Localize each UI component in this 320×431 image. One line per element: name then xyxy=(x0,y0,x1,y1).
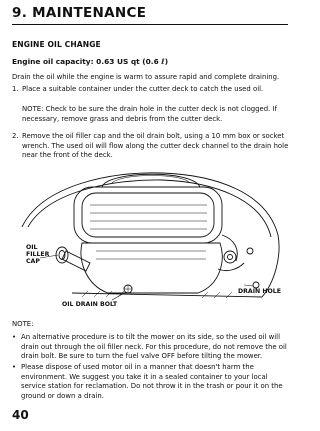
engine-drawing xyxy=(12,165,288,313)
note-bullet: An alternative procedure is to tilt the mower on its side, so the used oil will drain out through the oil filler neck. For this procedure, do not remove the oil drain bolt. Be sure to turn the fuel valve OFF before tilting the mower. xyxy=(21,333,287,361)
capacity-close: ) xyxy=(164,57,169,66)
label-filler: FILLER xyxy=(26,251,50,258)
engine-illustration xyxy=(12,165,288,313)
title-rule xyxy=(12,24,288,25)
label-oil: OIL xyxy=(26,244,38,251)
capacity-label: Engine oil capacity: 0.63 US qt (0.6 xyxy=(12,57,162,66)
oil-capacity xyxy=(12,57,168,66)
intro-paragraph: Drain the oil while the engine is warm to assure rapid and complete draining. xyxy=(12,73,280,81)
heading-engine-oil-change: ENGINE OIL CHANGE xyxy=(12,40,101,49)
label-oil-drain-bolt: OIL DRAIN BOLT xyxy=(62,301,118,308)
step-number: 2. xyxy=(12,132,19,140)
bullet-dot: • xyxy=(12,363,17,371)
engine-block xyxy=(74,187,222,243)
note-bullet: Please dispose of used motor oil in a manner that doesn't harm the environment. We suggest you take it in a sealed container to your local service station for reclamation. Do not throw it in the trash or pour it on the ground or down a drain. xyxy=(21,363,283,400)
leader-drain-hole xyxy=(244,285,253,286)
step-text: Place a suitable container under the cutter deck to catch the used oil. xyxy=(22,85,264,93)
section-title: 9. MAINTENANCE xyxy=(12,5,147,21)
deck-outline xyxy=(22,173,279,297)
step-number: 1. xyxy=(12,85,19,93)
label-drain-hole: DRAIN HOLE xyxy=(238,288,281,295)
step-note: NOTE: Check to be sure the drain hole in the cutter deck is not clogged. If necessary, remove grass and debris from the cutter deck. xyxy=(22,105,278,123)
crankcase xyxy=(81,243,222,293)
step-text: Remove the oil filler cap and the oil drain bolt, using a 10 mm box or socket wrench. The used oil will flow along the cutter deck channel to the drain hole near the front of the deck. xyxy=(22,132,289,160)
capacity-unit: ℓ xyxy=(161,57,165,66)
bullet-dot: • xyxy=(12,333,17,341)
label-cap: CAP xyxy=(26,258,40,265)
page-number: 40 xyxy=(12,408,29,422)
note-heading: NOTE: xyxy=(12,320,34,328)
